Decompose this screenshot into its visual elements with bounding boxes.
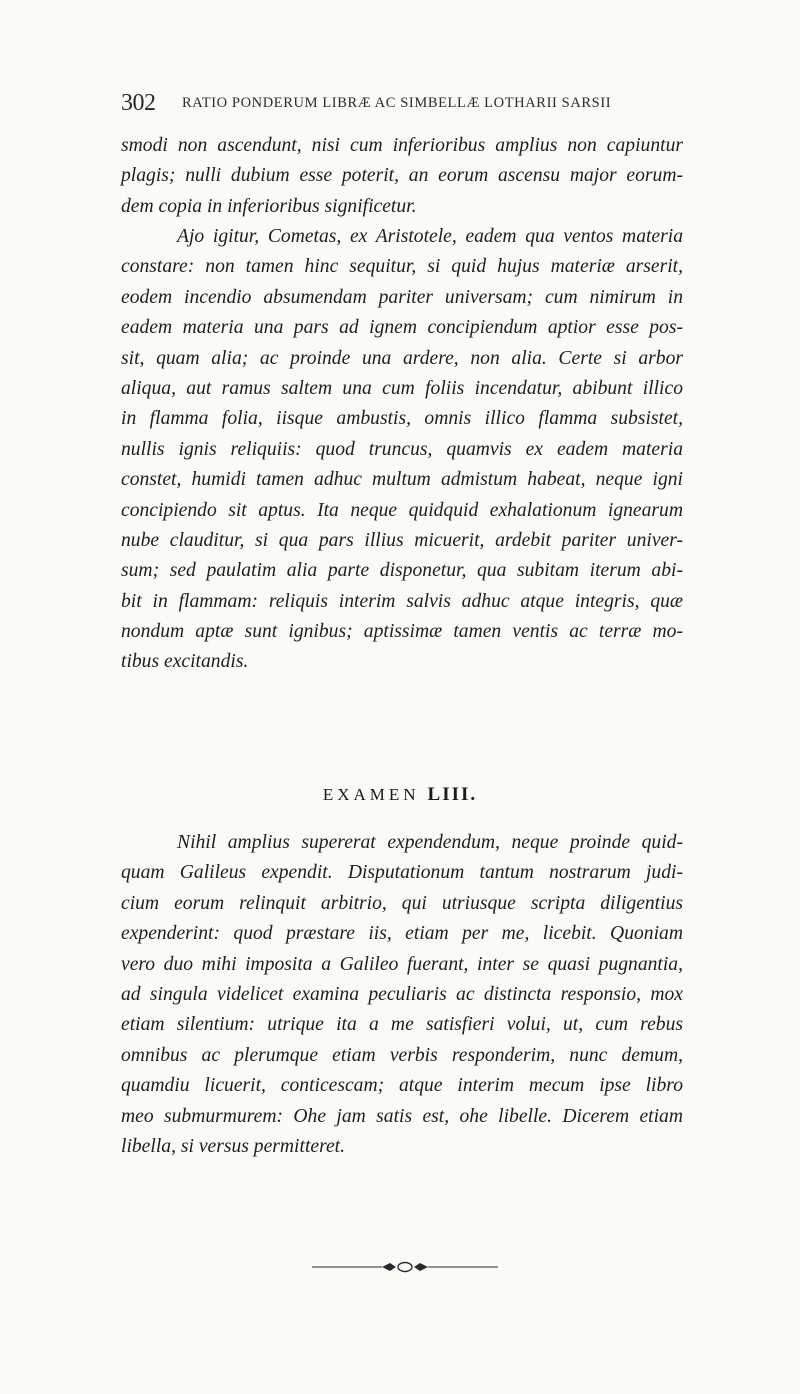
text-line: smodi non ascendunt, nisi cum inferioribus amplius non capiuntur [121, 135, 683, 156]
text-line: quam Galileus expendit. Disputationum tantum nostrarum judi- [121, 862, 683, 884]
text-line: meo submurmurem: Ohe jam satis est, ohe libelle. Dicerem etiam [121, 1105, 683, 1127]
paragraph-continuation [121, 131, 683, 222]
text-line: aliqua, aut ramus saltem una cum foliis incendatur, abibunt illico [121, 377, 683, 399]
text-line: in flamma folia, iisque ambustis, omnis illico flamma subsistet, [121, 408, 683, 430]
text-line: constare: non tamen hinc sequitur, si quid hujus materiæ arserit, [121, 256, 683, 278]
text-line: concipiendo sit aptus. Ita neque quidquid exhalationum ignearum [121, 499, 683, 521]
text-line: dem copia in inferioribus significetur. [121, 195, 417, 217]
tailpiece-ornament-icon [310, 1259, 500, 1275]
text-line: nullis ignis reliquiis: quod truncus, quamvis ex eadem materia [121, 438, 683, 460]
text-line: nube clauditur, si qua pars illius micuerit, ardebit pariter univer- [121, 529, 683, 551]
text-line: etiam silentium: utrique ita a me satisfieri volui, ut, cum rebus [121, 1014, 683, 1036]
text-line: ad singula videlicet examina peculiaris ac distincta responsio, mox [121, 983, 683, 1005]
text-line: tibus excitandis. [121, 651, 249, 673]
text-line: sum; sed paulatim alia parte disponetur, qua subitam iterum abi- [121, 560, 683, 582]
text-line: cium eorum relinquit arbitrio, qui utriusque scripta diligentius [121, 892, 683, 914]
paragraph-conclusio [121, 828, 683, 1162]
text-line: quamdiu licuerit, conticescam; atque interim mecum ipse libro [121, 1075, 683, 1097]
text-line: sit, quam alia; ac proinde una ardere, non alia. Certe si arbor [121, 347, 683, 369]
page-header [121, 90, 681, 116]
text-line: omnibus ac plerumque etiam verbis responderim, nunc demum, [121, 1044, 683, 1066]
section-heading [0, 783, 800, 807]
text-line: expenderint: quod præstare iis, etiam per me, licebit. Quoniam [121, 923, 683, 945]
text-line: bit in flammam: reliquis interim salvis adhuc atque integris, quæ [121, 590, 683, 612]
section-label: EXAMEN [322, 785, 420, 804]
text-line: eadem materia una pars ad ignem concipiendum aptior esse pos- [121, 317, 683, 339]
text-line: constet, humidi tamen adhuc multum admistum habeat, neque igni [121, 469, 683, 491]
text-line: eodem incendio absumendam pariter universam; cum nimirum in [121, 286, 683, 308]
text-line: libella, si versus permitteret. [121, 1135, 346, 1157]
page-number: 302 [121, 90, 156, 116]
text-line: Nihil amplius supererat expendendum, neque proinde quid- [177, 832, 683, 853]
text-line: nondum aptæ sunt ignibus; aptissimæ tamen ventis ac terræ mo- [121, 621, 683, 643]
text-line: Ajo igitur, Cometas, ex Aristotele, eadem qua ventos materia [177, 226, 683, 247]
text-line: vero duo mihi imposita a Galileo fuerant, inter se quasi pugnantia, [121, 953, 683, 975]
running-head: RATIO PONDERUM LIBRÆ AC SIMBELLÆ LOTHARII SARSII [182, 95, 612, 111]
paragraph-cometae [121, 222, 683, 678]
section-numeral: LIII. [427, 784, 478, 805]
text-line: plagis; nulli dubium esse poterit, an eorum ascensu major eorum- [121, 165, 683, 187]
